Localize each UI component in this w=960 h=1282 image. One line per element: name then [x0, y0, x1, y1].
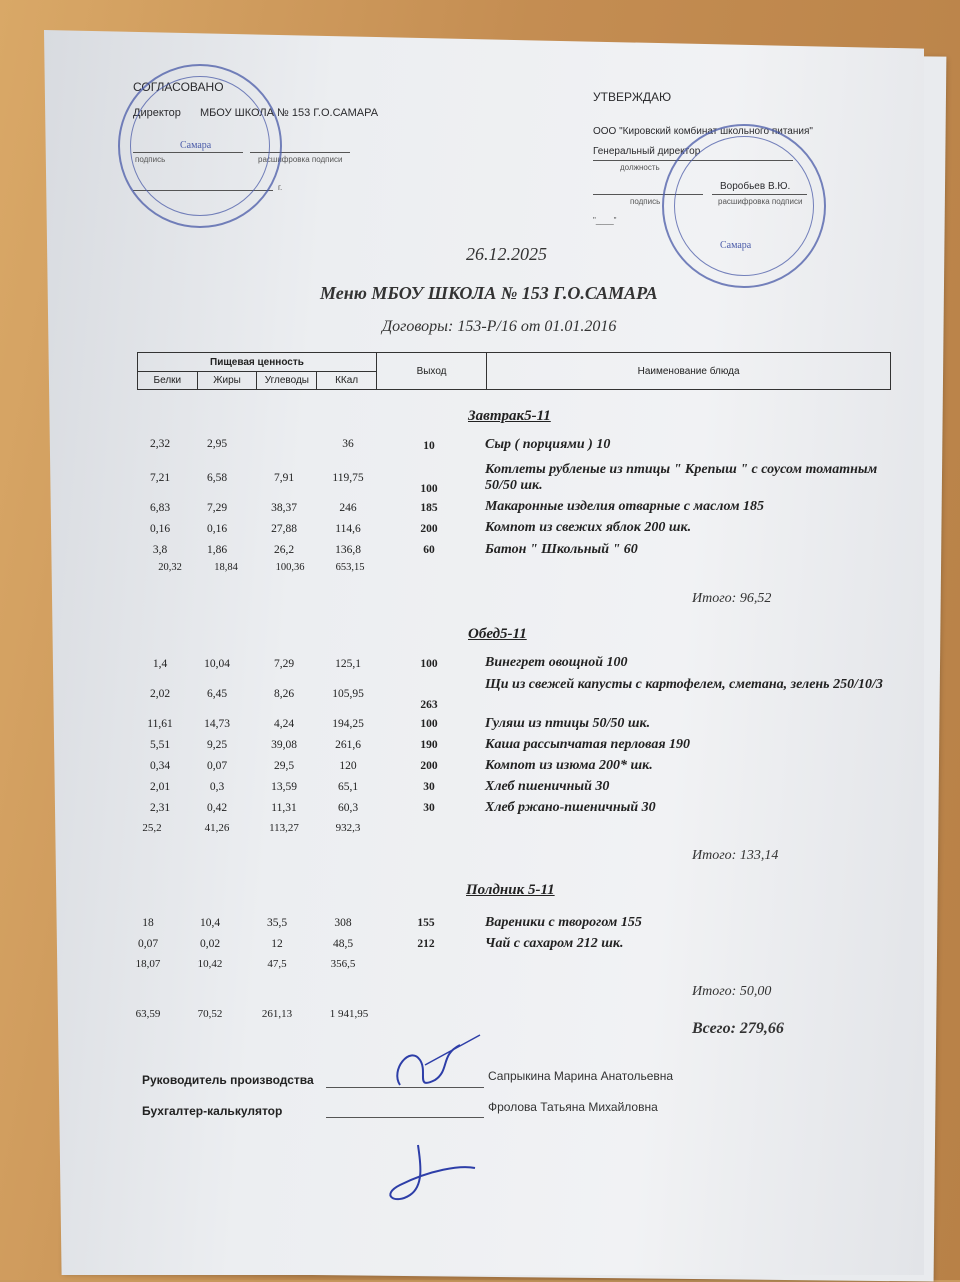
cell-fats: 9,25: [206, 739, 228, 751]
cell-proteins: 2,02: [149, 688, 171, 700]
cell-proteins: 7,21: [149, 472, 171, 484]
cell-carbs: 11,31: [271, 802, 297, 814]
approval-left-decode-caption: расшифровка подписи: [258, 155, 343, 164]
sum-carbs: 113,27: [269, 822, 299, 834]
chief-name: Сапрыкина Марина Анатольевна: [488, 1069, 674, 1083]
stamp-right: [662, 124, 826, 288]
cell-carbs: 7,29: [273, 658, 295, 670]
cell-output: 100: [420, 718, 438, 730]
chief-label: Руководитель производства: [142, 1073, 314, 1087]
dish-name: Каша рассыпчатая перловая 190: [485, 737, 691, 752]
approval-right-label: УТВЕРЖДАЮ: [593, 90, 672, 104]
dish-name: Макаронные изделия отварные с маслом 185: [485, 499, 765, 514]
grand-carbs: 261,13: [261, 1008, 293, 1020]
bottom-signature: [370, 1140, 480, 1210]
sum-proteins: 25,2: [142, 822, 162, 834]
approval-left-year: г.: [278, 183, 283, 192]
cell-fats: 0,16: [206, 523, 228, 535]
approval-left-org: МБОУ ШКОЛА № 153 Г.О.САМАРА: [200, 107, 379, 119]
dish-name: Хлеб пшеничный 30: [485, 779, 610, 794]
cell-kcal: 136,8: [335, 544, 361, 556]
grand-kcal: 1 941,95: [329, 1008, 369, 1020]
header-carbs: Углеводы: [257, 372, 317, 390]
cell-fats: 10,04: [204, 658, 230, 670]
cell-proteins: 0,07: [137, 938, 159, 950]
cell-fats: 0,42: [206, 802, 228, 814]
cell-carbs: 27,88: [271, 523, 297, 535]
approval-right-decode-caption: расшифровка подписи: [718, 197, 803, 206]
dish-name: Компот из изюма 200* шк.: [485, 758, 653, 773]
cell-kcal: 308: [334, 917, 352, 929]
sum-proteins: 20,32: [158, 562, 182, 573]
sum-fats: 18,84: [214, 562, 238, 573]
stamp-right-text: Самара: [720, 240, 752, 251]
cell-proteins: 2,01: [149, 781, 171, 793]
cell-proteins: 0,16: [149, 523, 171, 535]
cell-kcal: 60,3: [337, 802, 359, 814]
approval-right-date-blank: "____": [593, 216, 617, 225]
dish-name: Чай с сахаром 212 шк.: [485, 936, 624, 951]
cell-proteins: 6,83: [149, 502, 171, 514]
cell-output: 263: [420, 699, 438, 711]
dish-name: Вареники с творогом 155: [485, 915, 642, 930]
cell-carbs: 7,91: [273, 472, 295, 484]
header-fats: Жиры: [197, 372, 257, 390]
cell-carbs: 4,24: [273, 718, 295, 730]
header-proteins: Белки: [138, 372, 198, 390]
cell-kcal: 120: [339, 760, 357, 772]
cell-fats: 1,86: [206, 544, 228, 556]
cell-output: 60: [423, 544, 435, 556]
menu-title: Меню МБОУ ШКОЛА № 153 Г.О.САМАРА: [320, 283, 658, 303]
cell-output: 30: [423, 802, 435, 814]
cell-proteins: 1,4: [152, 658, 168, 670]
sum-carbs: 100,36: [275, 562, 305, 573]
contracts-line: Договоры: 153-Р/16 от 01.01.2016: [382, 318, 617, 335]
cell-output: 212: [417, 938, 435, 950]
cell-kcal: 194,25: [332, 718, 364, 730]
cell-carbs: 13,59: [271, 781, 297, 793]
section-total-breakfast: Итого: 96,52: [692, 591, 772, 606]
dish-name: Батон " Школьный " 60: [485, 542, 638, 557]
cell-proteins: 5,51: [149, 739, 171, 751]
cell-fats: 0,07: [206, 760, 228, 772]
cell-kcal: 114,6: [335, 523, 361, 535]
cell-output: 190: [420, 739, 438, 751]
approval-right-org: ООО "Кировский комбинат школьного питания": [593, 126, 813, 137]
section-title-breakfast: Завтрак5-11: [468, 408, 551, 424]
cell-kcal: 261,6: [335, 739, 361, 751]
sum-carbs: 47,5: [267, 958, 287, 970]
approval-right-sign-caption: подпись: [630, 197, 661, 206]
cell-fats: 14,73: [204, 718, 230, 730]
cell-output: 200: [420, 523, 438, 535]
cell-carbs: 26,2: [273, 544, 295, 556]
cell-carbs: 39,08: [271, 739, 297, 751]
section-title-snack: Полдник 5-11: [466, 882, 555, 898]
cell-proteins: 3,8: [152, 544, 168, 556]
dish-name: Винегрет овощной 100: [485, 655, 628, 670]
sum-kcal: 932,3: [335, 822, 361, 834]
cell-fats: 7,29: [206, 502, 228, 514]
grand-fats: 70,52: [197, 1008, 223, 1020]
grand-total: Всего: 279,66: [692, 1020, 784, 1037]
dish-name: Щи из свежей капусты с картофелем, сметана, зелень 250/10/3: [485, 677, 883, 692]
cell-output: 200: [420, 760, 438, 772]
cell-output: 185: [420, 502, 438, 514]
cell-fats: 10,4: [199, 917, 221, 929]
cell-carbs: 12: [271, 938, 283, 950]
grand-proteins: 63,59: [135, 1008, 161, 1020]
cell-output: 10: [423, 440, 435, 452]
dish-name: Сыр ( порциями ) 10: [485, 437, 611, 452]
cell-proteins: 2,32: [149, 438, 171, 450]
accountant-label: Бухгалтер-калькулятор: [142, 1104, 283, 1118]
cell-kcal: 125,1: [335, 658, 361, 670]
approval-left-label: СОГЛАСОВАНО: [133, 80, 224, 94]
section-title-lunch: Обед5-11: [468, 626, 527, 642]
chief-signature: [380, 1030, 490, 1100]
cell-kcal: 48,5: [332, 938, 354, 950]
cell-kcal: 65,1: [337, 781, 359, 793]
dish-name: Компот из свежих яблок 200 шк.: [485, 520, 692, 535]
sum-fats: 10,42: [197, 958, 223, 970]
approval-right-position: Генеральный директор: [593, 146, 701, 157]
dish-name: Котлеты рубленые из птицы " Крепыш " с соусом томатным 50/50 шк.: [485, 462, 878, 493]
dish-name: Гуляш из птицы 50/50 шк.: [485, 716, 651, 731]
cell-fats: 6,58: [206, 472, 228, 484]
section-total-snack: Итого: 50,00: [692, 984, 772, 999]
header-kcal: ККал: [317, 372, 377, 390]
cell-output: 155: [417, 917, 435, 929]
cell-carbs: 35,5: [266, 917, 288, 929]
approval-right-signer: Воробьев В.Ю.: [720, 181, 791, 192]
cell-kcal: 105,95: [332, 688, 364, 700]
cell-output: 100: [420, 658, 438, 670]
approval-left-position: Директор: [133, 107, 181, 119]
cell-proteins: 0,34: [149, 760, 171, 772]
cell-proteins: 11,61: [147, 718, 173, 730]
sum-fats: 41,26: [204, 822, 230, 834]
section-total-lunch: Итого: 133,14: [692, 848, 779, 863]
cell-fats: 2,95: [206, 438, 228, 450]
cell-carbs: 8,26: [273, 688, 295, 700]
sum-kcal: 653,15: [335, 562, 365, 573]
cell-fats: 0,02: [199, 938, 221, 950]
cell-proteins: 18: [142, 917, 154, 929]
header-nutrition: Пищевая ценность: [138, 353, 377, 372]
approval-left-sign-caption: подпись: [135, 155, 166, 164]
cell-fats: 6,45: [206, 688, 228, 700]
cell-proteins: 2,31: [149, 802, 171, 814]
cell-kcal: 36: [342, 438, 354, 450]
cell-carbs: 29,5: [273, 760, 295, 772]
nutrition-table-header: [137, 352, 891, 390]
cell-output: 100: [420, 483, 438, 495]
dish-name: Хлеб ржано-пшеничный 30: [485, 800, 656, 815]
accountant-name: Фролова Татьяна Михайловна: [488, 1100, 658, 1114]
sum-kcal: 356,5: [330, 958, 356, 970]
menu-date: 26.12.2025: [466, 244, 547, 264]
cell-kcal: 246: [339, 502, 357, 514]
header-output: Выход: [376, 353, 486, 390]
cell-output: 30: [423, 781, 435, 793]
header-dish-name: Наименование блюда: [487, 353, 891, 390]
cell-fats: 0,3: [209, 781, 225, 793]
approval-right-position-caption: должность: [620, 163, 660, 172]
stamp-left-text: Самара: [180, 140, 212, 151]
cell-kcal: 119,75: [332, 472, 364, 484]
sum-proteins: 18,07: [135, 958, 161, 970]
cell-carbs: 38,37: [271, 502, 297, 514]
